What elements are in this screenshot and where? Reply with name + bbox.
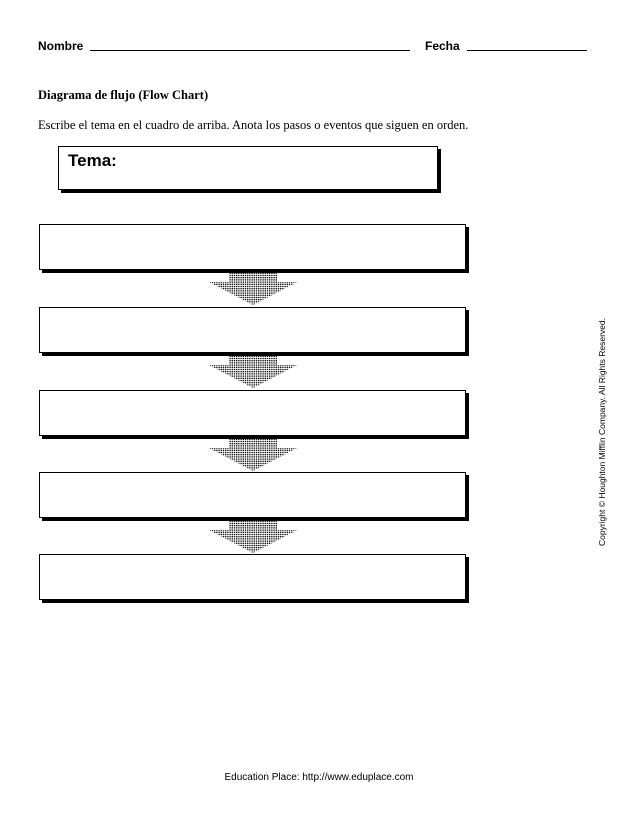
down-arrow-icon bbox=[207, 353, 299, 389]
topic-label: Tema: bbox=[68, 151, 117, 170]
name-field[interactable] bbox=[90, 50, 410, 51]
instructions-text: Escribe el tema en el cuadro de arriba. Anota los pasos o eventos que siguen en orden. bbox=[38, 118, 469, 132]
name-label: Nombre bbox=[38, 39, 84, 53]
date-label: Fecha bbox=[425, 39, 460, 53]
footer-text: Education Place: http://www.eduplace.com bbox=[224, 772, 414, 783]
copyright-notice: Copyright © Houghton Mifflin Company. All Rights Reserved. bbox=[597, 318, 607, 546]
step-box-5[interactable] bbox=[39, 554, 466, 600]
step-box-4[interactable] bbox=[39, 472, 466, 518]
page-title: Diagrama de flujo (Flow Chart) bbox=[38, 88, 209, 102]
step-box-2[interactable] bbox=[39, 307, 466, 353]
down-arrow-icon bbox=[207, 436, 299, 472]
date-field[interactable] bbox=[467, 50, 587, 51]
step-box-1[interactable] bbox=[39, 224, 466, 270]
down-arrow-icon bbox=[207, 270, 299, 306]
step-box-3[interactable] bbox=[39, 390, 466, 436]
down-arrow-icon bbox=[207, 518, 299, 554]
topic-box[interactable] bbox=[58, 146, 438, 190]
